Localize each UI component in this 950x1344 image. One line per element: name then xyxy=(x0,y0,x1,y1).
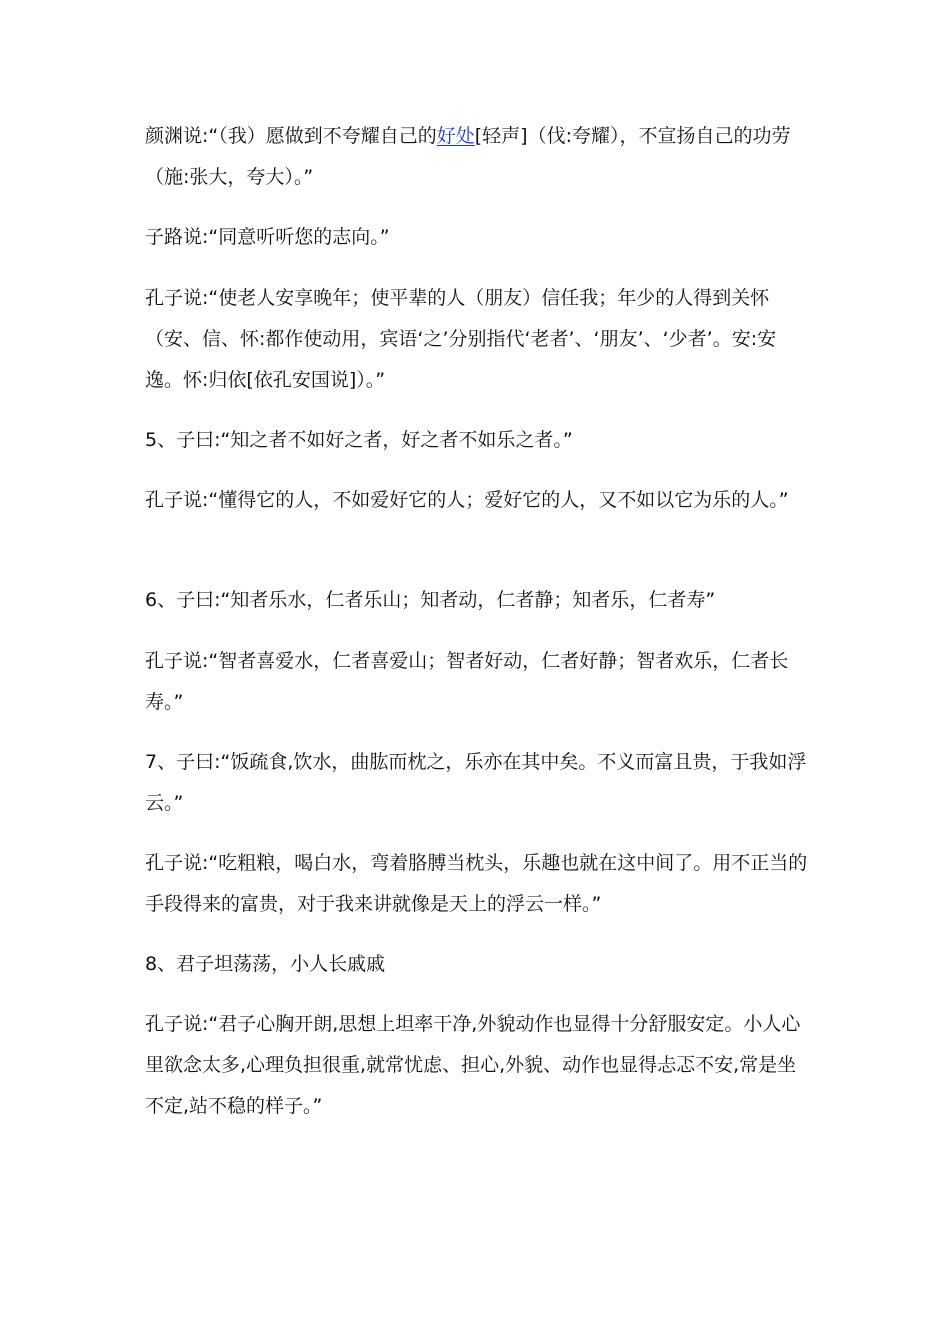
hao-chu-link[interactable]: 好处 xyxy=(436,125,475,147)
paragraph-kongzi-1: 孔子说:“使老人安享晚年；使平辈的人（朋友）信任我；年少的人得到关怀（安、信、怀:都作使动用，宾语‘之’分别指代‘老者’、‘朋友’、‘少者’。安:安逸。怀:归依[依孔安国说]）。” xyxy=(145,287,777,391)
paragraph-zi-lu: 子路说:“同意听听您的志向。” xyxy=(145,226,390,248)
paragraph-yan-yuan-post: [轻声]（伐:夸耀），不宣扬自己的功劳（施:张大，夸大）。” xyxy=(145,125,791,188)
paragraph-yan-yuan xyxy=(145,116,810,198)
paragraph-kongzi-7: 孔子说:“吃粗粮，喝白水，弯着胳膊当枕头，乐趣也就在这中间了。用不正当的手段得来的富贵，对于我来讲就像是天上的浮云一样。” xyxy=(145,852,808,915)
paragraph-kongzi-5: 孔子说:“懂得它的人，不如爱好它的人；爱好它的人，又不如以它为乐的人。” xyxy=(145,489,789,511)
paragraph-yan-yuan-pre: 颜渊说:“（我）愿做到不夸耀自己的 xyxy=(145,125,437,147)
paragraph-item-6: 6、子曰:“知者乐水，仁者乐山；知者动，仁者静；知者乐，仁者寿” xyxy=(145,589,716,611)
paragraph-kongzi-8: 孔子说:“君子心胸开朗,思想上坦率干净,外貌动作也显得十分舒服安定。小人心里欲念太多,心理负担很重,就常忧虑、担心,外貌、动作也显得忐忑不安,常是坐不定,站不稳的样子。” xyxy=(145,1013,801,1117)
paragraph-item-5: 5、子曰:“知之者不如好之者，好之者不如乐之者。” xyxy=(145,429,573,451)
paragraph-item-7: 7、子曰:“饭疏食,饮水，曲肱而枕之，乐亦在其中矣。不义而富且贵，于我如浮云。” xyxy=(145,751,807,814)
paragraph-kongzi-6: 孔子说:“智者喜爱水，仁者喜爱山；智者好动，仁者好静；智者欢乐，仁者长寿。” xyxy=(145,650,789,713)
paragraph-item-8: 8、君子坦荡荡，小人长戚戚 xyxy=(145,953,386,975)
